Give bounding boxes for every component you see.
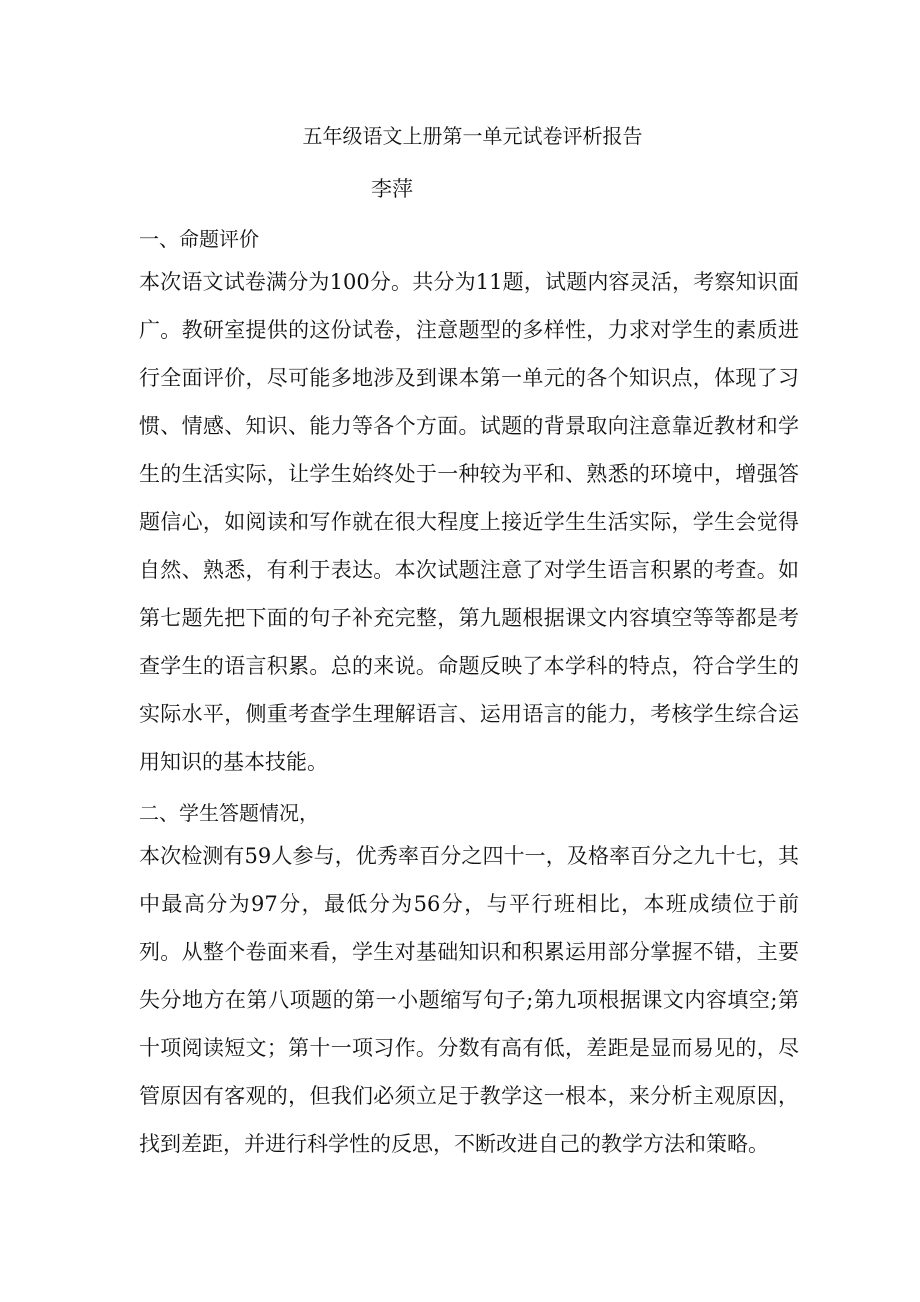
document-author: 李萍 (371, 177, 413, 201)
section-paragraph-student-answers: 本次检测有59人参与，优秀率百分之四十一，及格率百分之九十七，其中最高分为97分，最低分为56分，与平行班相比，本班成绩位于前列。从整个卷面来看，学生对基础知识和积累运用部分掌握不错，主要失分地方在第八项题的第一小题缩写句子;第九项根据课文内容填空;第十项阅读短文；第十一项习作。分数有高有低，差距是显而易见的，尽管原因有客观的，但我们必须立足于教学这一根本，来分析主观原因，找到差距，并进行科学性的反思，不断改进自己的教学方法和策略。 (139, 844, 799, 1156)
section-heading-evaluation: 一、命题评价 (139, 227, 259, 251)
section-paragraph-evaluation: 本次语文试卷满分为100分。共分为11题，试题内容灵活，考察知识面广。教研室提供的这份试卷，注意题型的多样性，力求对学生的素质进行全面评价，尽可能多地涉及到课本第一单元的各个知识点，体现了习惯、情感、知识、能力等各个方面。试题的背景取向注意靠近教材和学生的生活实际，让学生始终处于一种较为平和、熟悉的环境中，增强答题信心，如阅读和写作就在很大程度上接近学生生活实际，学生会觉得自然、熟悉，有利于表达。本次试题注意了对学生语言积累的考查。如第七题先把下面的句子补充完整，第九题根据课文内容填空等等都是考查学生的语言积累。总的来说。命题反映了本学科的特点，符合学生的实际水平，侧重考查学生理解语言、运用语言的能力，考核学生综合运用知识的基本技能。 (139, 270, 799, 774)
document-title: 五年级语文上册第一单元试卷评析报告 (302, 124, 643, 148)
section-heading-student-answers: 二、学生答题情况， (139, 801, 319, 825)
